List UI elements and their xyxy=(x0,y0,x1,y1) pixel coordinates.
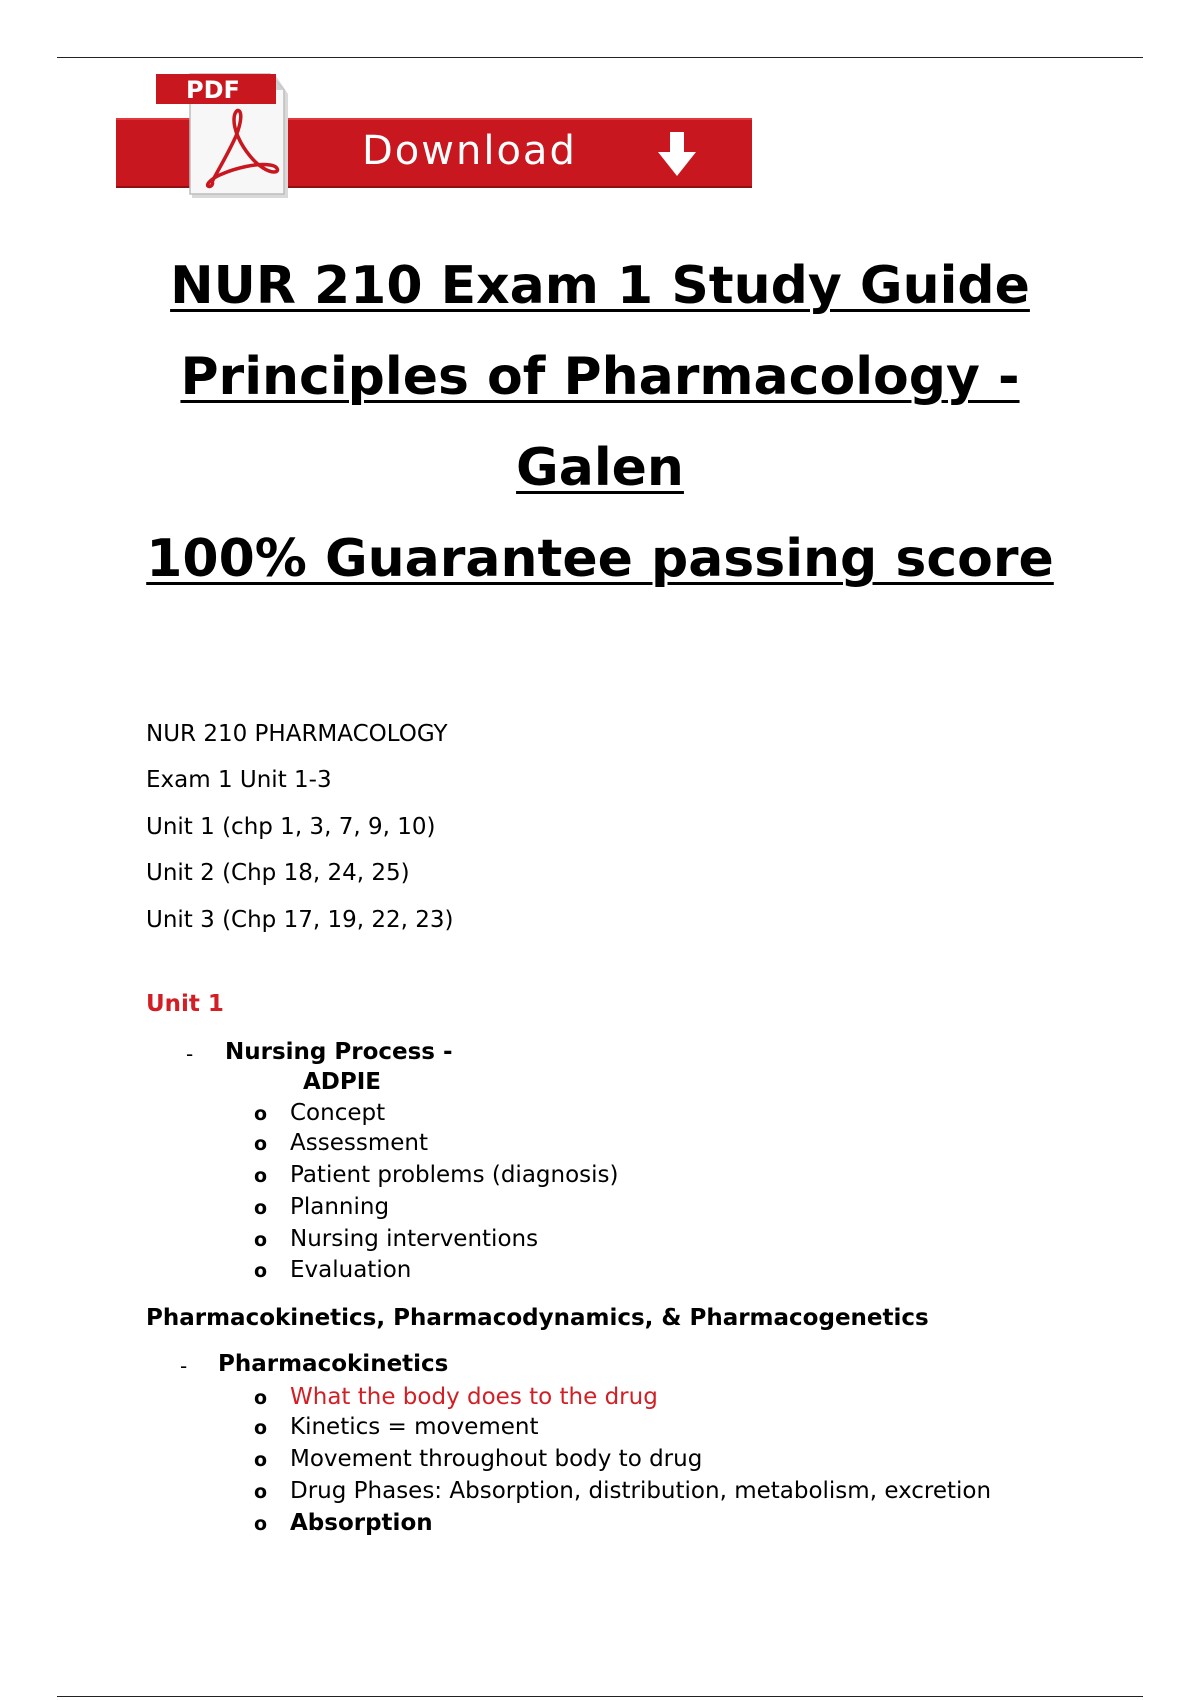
pdf-file-icon xyxy=(156,70,288,204)
pdf-download-button[interactable] xyxy=(116,70,752,206)
list-item xyxy=(254,1509,433,1538)
unit-3-chapters: Unit 3 (Chp 17, 19, 22, 23) xyxy=(146,907,454,933)
page-title-line-4: 100% Guarantee passing score xyxy=(146,529,1054,589)
course-name: NUR 210 PHARMACOLOGY xyxy=(146,721,448,747)
nursing-process-label: Nursing Process - xyxy=(225,1039,453,1065)
list-item-text-highlight: What the body does to the drug xyxy=(290,1384,658,1410)
list-item xyxy=(254,1413,539,1442)
bullet: o xyxy=(254,1133,268,1155)
list-item xyxy=(254,1445,702,1474)
exam-scope: Exam 1 Unit 1-3 xyxy=(146,767,332,793)
list-item-text: Movement throughout body to drug xyxy=(290,1446,703,1472)
list-dash: - xyxy=(186,1042,194,1066)
top-rule xyxy=(57,57,1143,58)
page-title-line-2: Principles of Pharmacology - xyxy=(180,347,1020,407)
bullet: o xyxy=(254,1449,268,1471)
list-item-text: Drug Phases: Absorption, distribution, metabolism, excretion xyxy=(290,1478,992,1504)
list-item xyxy=(254,1129,428,1158)
bullet: o xyxy=(254,1103,268,1125)
bullet: o xyxy=(254,1229,268,1251)
bottom-rule xyxy=(57,1696,1143,1697)
bullet: o xyxy=(254,1197,268,1219)
list-item xyxy=(254,1193,389,1222)
list-item-text: Evaluation xyxy=(290,1257,412,1283)
list-item xyxy=(254,1099,385,1128)
list-item-text-bold: Absorption xyxy=(290,1510,433,1536)
download-label: Download xyxy=(362,128,577,174)
list-item-text: Nursing interventions xyxy=(290,1226,539,1252)
bullet: o xyxy=(254,1481,268,1503)
unit-1-chapters: Unit 1 (chp 1, 3, 7, 9, 10) xyxy=(146,814,436,840)
page-title-line-3: Galen xyxy=(516,438,684,498)
list-item-text: Planning xyxy=(290,1194,390,1220)
list-dash: - xyxy=(180,1354,188,1378)
list-item xyxy=(254,1477,991,1506)
bullet: o xyxy=(254,1260,268,1282)
bullet: o xyxy=(254,1513,268,1535)
bullet: o xyxy=(254,1165,268,1187)
list-item-text: Kinetics = movement xyxy=(290,1414,539,1440)
list-item xyxy=(254,1161,619,1190)
nursing-process-acronym: ADPIE xyxy=(303,1069,382,1095)
download-arrow-icon xyxy=(652,132,702,178)
pharmacokinetics-label: Pharmacokinetics xyxy=(218,1351,449,1377)
list-item xyxy=(254,1256,411,1285)
unit-1-heading: Unit 1 xyxy=(146,991,224,1017)
bullet: o xyxy=(254,1387,268,1409)
unit-2-chapters: Unit 2 (Chp 18, 24, 25) xyxy=(146,860,410,886)
pharmacology-heading: Pharmacokinetics, Pharmacodynamics, & Pharmacogenetics xyxy=(146,1305,929,1331)
pdf-label: PDF xyxy=(186,76,240,104)
page-title-line-1: NUR 210 Exam 1 Study Guide xyxy=(170,256,1030,316)
list-item-text: Assessment xyxy=(290,1130,428,1156)
list-item-text: Patient problems (diagnosis) xyxy=(290,1162,619,1188)
list-item-text: Concept xyxy=(290,1100,386,1126)
list-item xyxy=(254,1225,538,1254)
bullet: o xyxy=(254,1417,268,1439)
list-item xyxy=(254,1383,658,1412)
